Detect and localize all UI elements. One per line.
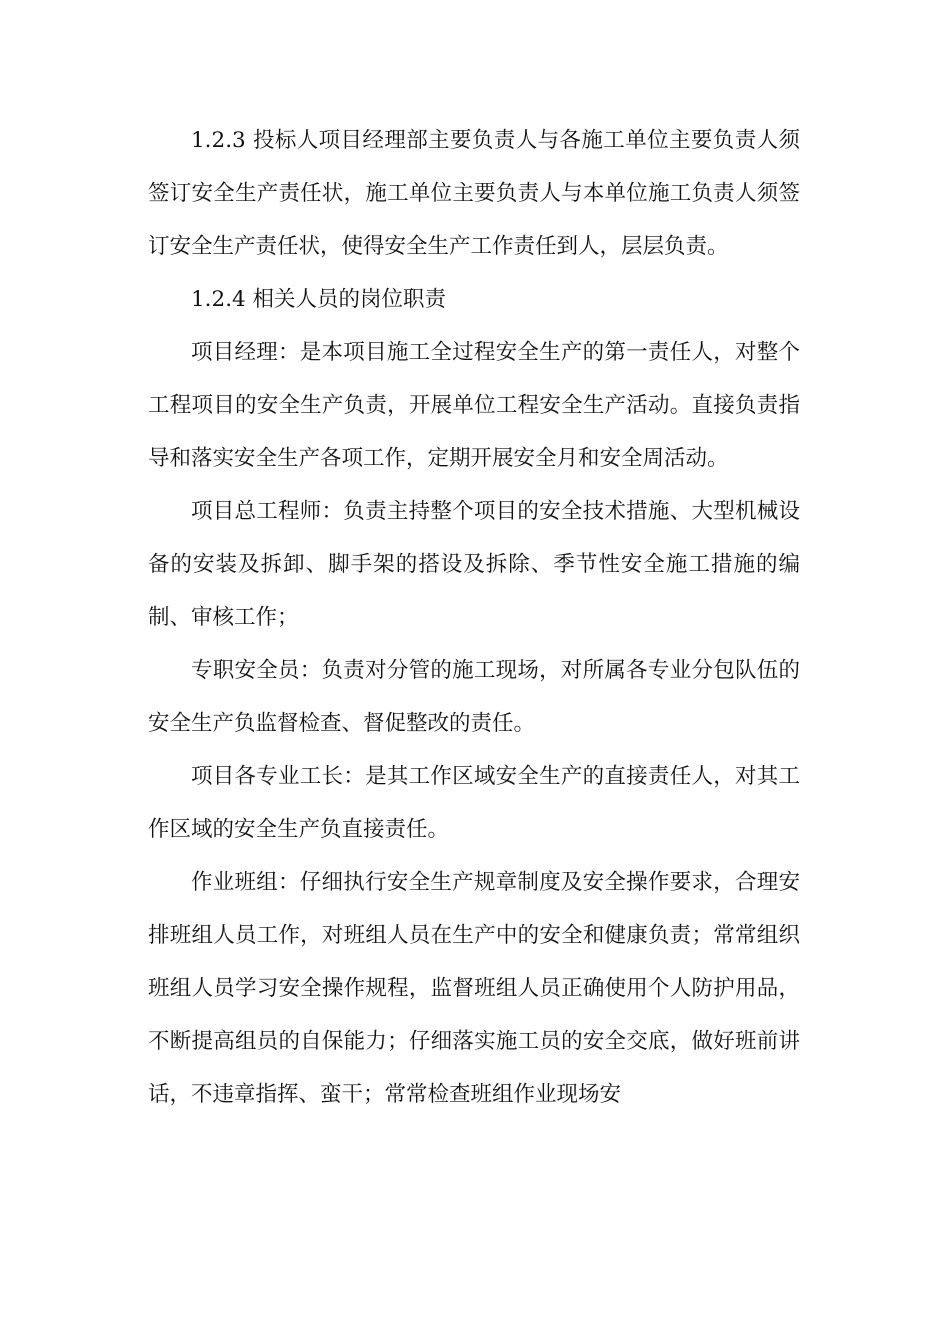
paragraph-foreman: 项目各专业工长：是其工作区域安全生产的直接责任人，对其工作区域的安全生产负直接责任。	[148, 764, 800, 842]
paragraph-1-2-3: 1.2.3 投标人项目经理部主要负责人与各施工单位主要负责人须签订安全生产责任状，施工单位主要负责人与本单位施工负责人须签订安全生产责任状，使得安全生产工作责任到人，层层负责。	[148, 128, 800, 259]
paragraph-chief-engineer: 项目总工程师：负责主持整个项目的安全技术措施、大型机械设备的安装及拆卸、脚手架的搭设及拆除、季节性安全施工措施的编制、审核工作；	[148, 499, 800, 630]
paragraph-project-manager: 项目经理：是本项目施工全过程安全生产的第一责任人，对整个工程项目的安全生产负责，开展单位工程安全生产活动。直接负责指导和落实安全生产各项工作，定期开展安全月和安全周活动。	[148, 340, 800, 471]
section-heading-1-2-4: 1.2.4 相关人员的岗位职责	[191, 287, 447, 312]
document-body	[148, 114, 800, 1121]
paragraph-safety-officer: 专职安全员：负责对分管的施工现场，对所属各专业分包队伍的安全生产负监督检查、督促整改的责任。	[148, 658, 800, 736]
paragraph-work-team: 作业班组：仔细执行安全生产规章制度及安全操作要求，合理安排班组人员工作，对班组人员在生产中的安全和健康负责；常常组织班组人员学习安全操作规程，监督班组人员正确使用个人防护用品，不断提高组员的自保能力；仔细落实施工员的安全交底，做好班前讲话，不违章指挥、蛮干；常常检查班组作业现场安	[148, 870, 800, 1107]
